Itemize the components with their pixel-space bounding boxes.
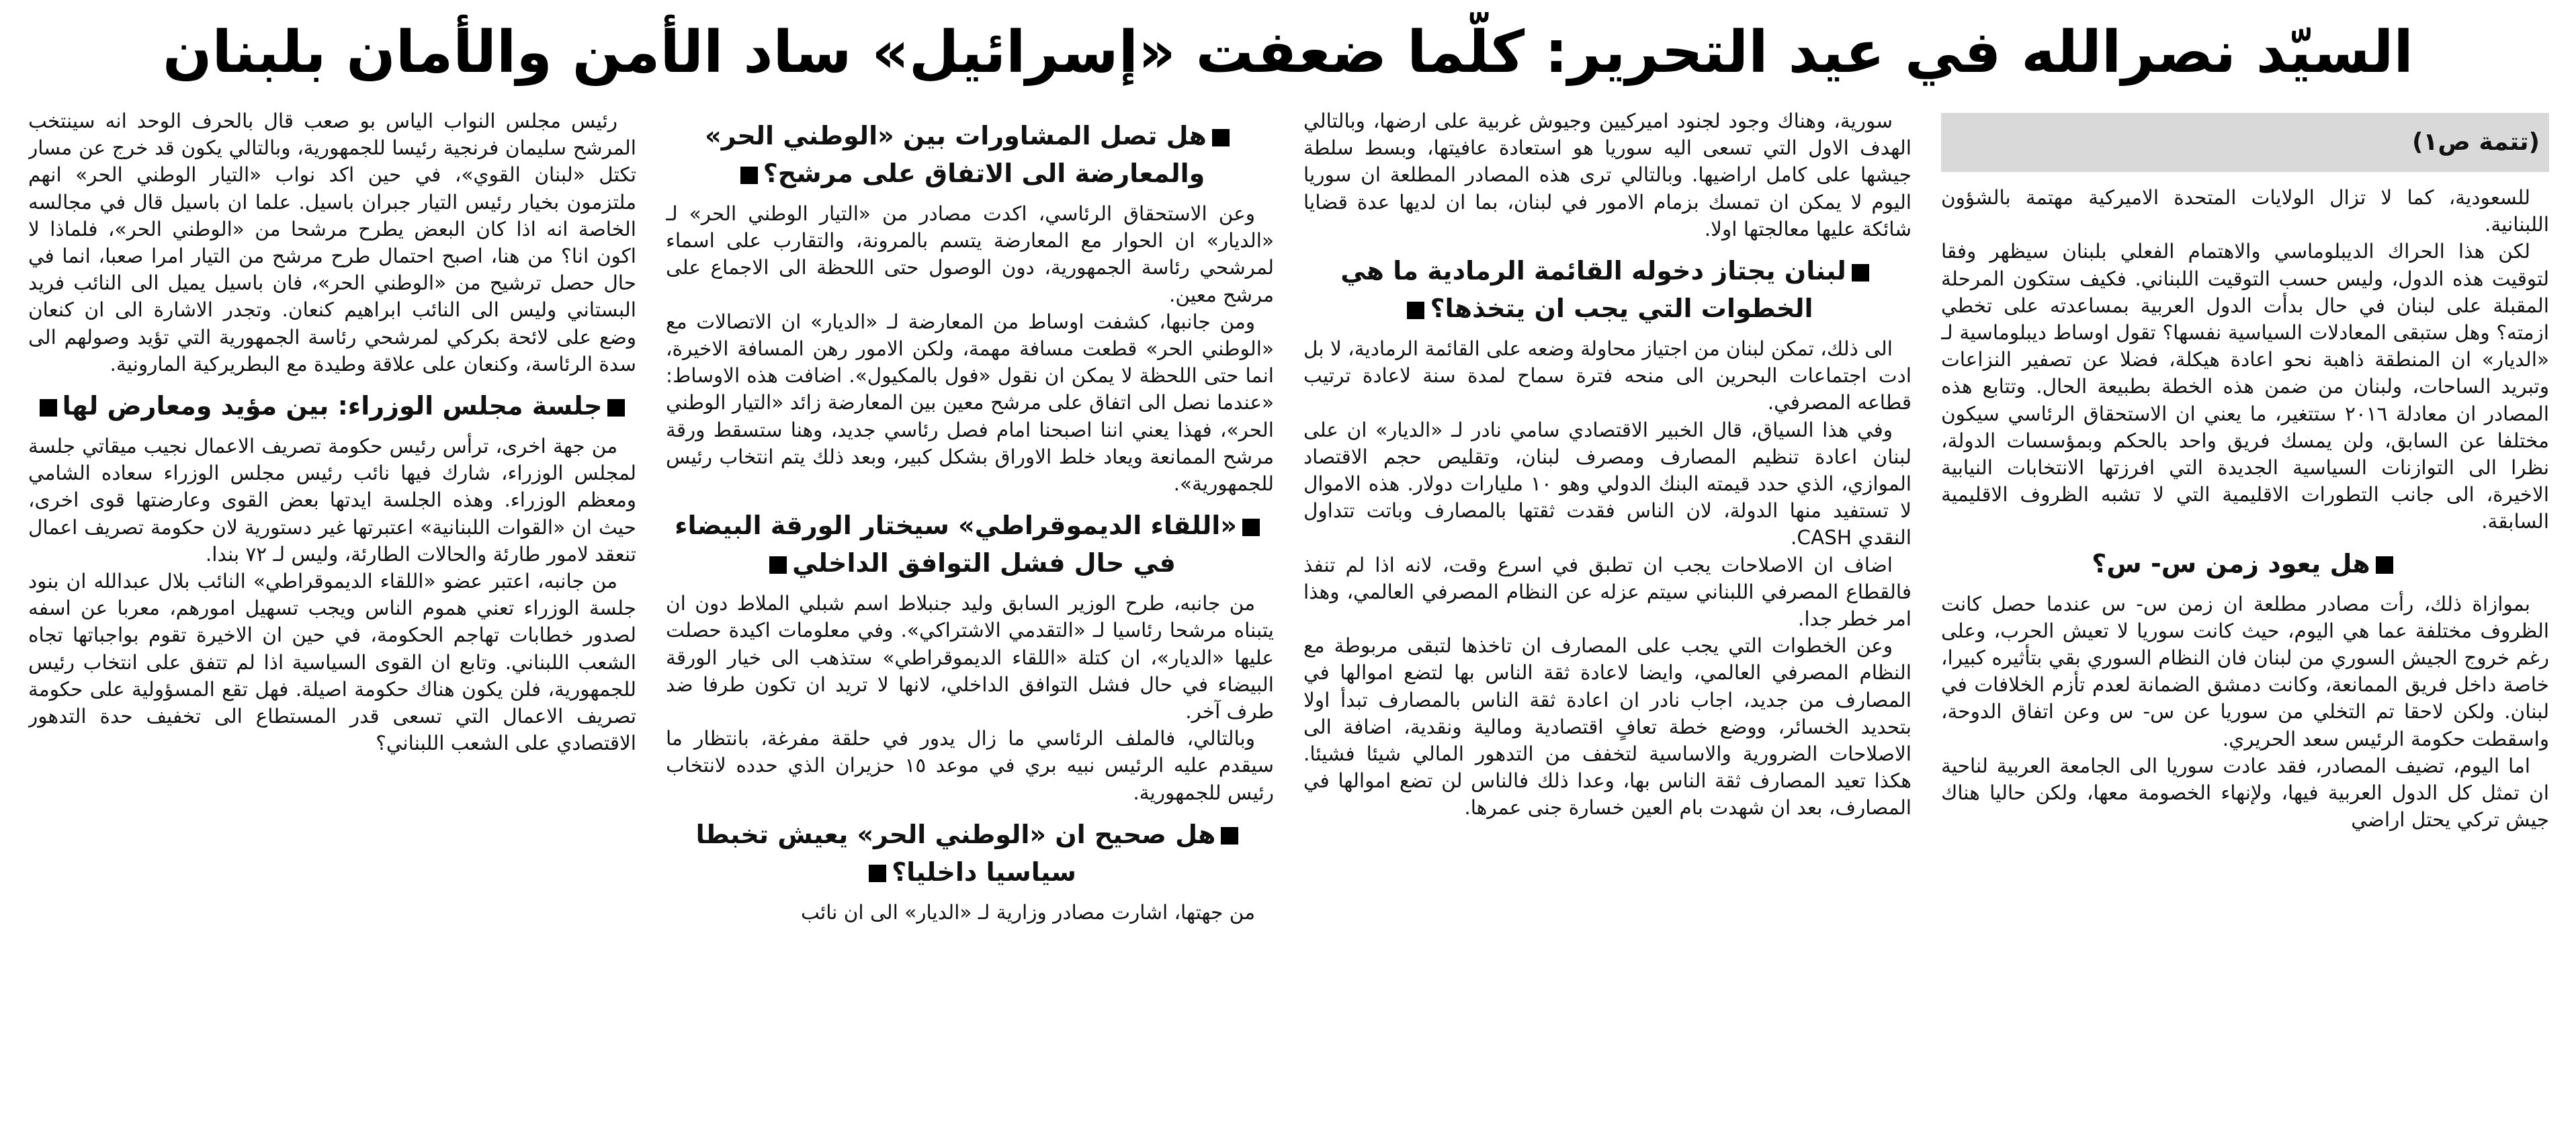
paragraph: وعن الخطوات التي يجب على المصارف ان تاخذها لتبقى مربوطة مع النظام المصرفي العالمي، وايضا لاعادة ثقة الناس بها لتضع اموالها في المصارف من جديد، اجاب نادر ان اعادة ثقة الناس بالمصارف تبدأ اولا بتحديد الخسائر، ووضع خطة تعافٍ اقتصادية ومالية ونقدية، اضافة الى الاصلاحات الضرورية والاساسية لتخفف من التدهور المالي شيئا فشيئا. هكذا تعيد المصارف ثقة الناس بها، وعدا ذلك فالناس لن تضع اموالها في المصارف، بعد ان شهدت بام العين خسارة جنى عمرها. [1303,634,1912,820]
paragraph: الى ذلك، تمكن لبنان من اجتياز محاولة وضعه على القائمة الرمادية، لا بل ادت اجتماعات البحرين الى منحه فترة سماح لمدة سنة لاعادة ترتيب قطاعه المصرفي. [1303,337,1912,415]
square-bullet-icon [1852,264,1869,282]
subheading-text: «اللقاء الديموقراطي» سيختار الورقة البيضاء في حال فشل التوافق الداخلي [675,511,1237,578]
square-bullet-icon [40,399,57,417]
subheading [28,387,636,425]
subheading-text: جلسة مجلس الوزراء: بين مؤيد ومعارض لها [62,391,603,421]
square-bullet-icon [1407,302,1424,319]
subheading-text: هل تصل المشاورات بين «الوطني الحر» والمعارضة الى الاتفاق على مرشح؟ [705,121,1207,188]
paragraph: وبالتالي، فالملف الرئاسي ما زال يدور في حلقة مفرغة، بانتظار ما سيقدم عليه الرئيس نبيه بري في موعد ١٥ حزيران الذي حدده لانتخاب رئيس للجمهورية. [666,727,1274,804]
square-bullet-icon [2376,556,2393,574]
page-headline: السيّد نصرالله في عيد التحرير: كلّما ضعفت «إسرائيل» ساد الأمن والأمان بلبنان [163,19,2413,86]
paragraph: من جانبه، طرح الوزير السابق وليد جنبلاط اسم شبلي الملاط دون ان يتبناه مرشحا رئاسيا لـ «التقدمي الاشتراكي». وفي معلومات اكيدة حصلت عليها «الديار»، ان كتلة «اللقاء الديموقراطي» ستذهب الى خيار الورقة البيضاء في حال فشل التوافق الداخلي، لانها لا تريد ان تكون طرفا ضد طرف آخر. [666,592,1274,724]
paragraph: من جهة اخرى، ترأس رئيس حكومة تصريف الاعمال نجيب ميقاتي جلسة لمجلس الوزراء، شارك فيها نائب رئيس مجلس الوزراء سعاده الشامي ومعظم الوزراء. وهذه الجلسة ايدتها بعض القوى وعارضتها قوى اخرى، حيث ان «القوات اللبنانية» اعتبرتها غير دستورية لان حكومة تصريف اعمال تنعقد لامور طارئة والحالات الطارئة، وليس لـ ٧٢ بندا. [28,435,636,566]
paragraph: من جهتها، اشارت مصادر وزارية لـ «الديار» الى ان نائب [801,900,1255,924]
subheading [1303,252,1912,327]
square-bullet-icon [1221,827,1238,845]
paragraph: سورية، وهناك وجود لجنود اميركيين وجيوش غربية على ارضها، وبالتالي الهدف الاول التي تسعى اليه سوريا هو استعادة عافيتها، وبسط سلطة جيشها على كامل اراضيها. وبالتالي ترى هذه المصادر المطلعة ان سوريا اليوم لا يمكن ان تمسك بزمام الامور في لبنان، بما ان لديها عدة قضايا شائكة عليها معالجتها اولا. [1303,110,1912,241]
continuation-label: (تتمة ص١) [2411,128,2540,156]
paragraph: لكن هذا الحراك الديبلوماسي والاهتمام الفعلي بلبنان سيظهر وفقا لتوقيت هذه الدول، وليس حسب التوقيت اللبناني. فكيف ستكون المرحلة المقبلة على لبنان في حال بدأت الدول العربية بمساعدته على تخطي ازمته؟ وهل ستبقى المعادلات السياسية نفسها؟ تقول اوساط ديبلوماسية لـ «الديار» ان المنطقة ذاهبة نحو اعادة هيكلة، فضلا عن تصفير النزاعات وتبريد الساحات، ولبنان من ضمن هذه الخطة بطبيعة الحال. وتتابع هذه المصادر ان معادلة ٢٠١٦ ستتغير، ما يعني ان الاستحقاق الرئاسي سيكون مختلفا عن السابق، ولن يمسك فريق واحد بالحكم وبمؤسسات الدولة، نظرا الى التوازنات السياسية الجديدة التي افرزتها الانتخابات النيابية الاخيرة، الى جانب التطورات الاقليمية التي لا تشبه الظروف الاقليمية السابقة. [1941,240,2549,533]
subheading-text: لبنان يجتاز دخوله القائمة الرمادية ما هي الخطوات التي يجب ان يتخذها؟ [1340,256,1846,324]
square-bullet-icon [607,399,625,417]
square-bullet-icon [869,865,886,882]
paragraph: من جانبه، اعتبر عضو «اللقاء الديموقراطي» النائب بلال عبدالله ان بنود جلسة الوزراء تعني هموم الناس ويجب تسهيل امورهم، معربا عن اسفه لصدور خطابات تهاجم الحكومة، في حين ان الاخيرة تقوم بواجباتها تجاه الشعب اللبناني. وتابع ان القوى السياسية اذا لم تتفق على انتخاب رئيس للجمهورية، فلن يكون هناك حكومة اصيلة. فهل تقع المسؤولية على حكومة تصريف الاعمال التي تسعى قدر المستطاع الى تخفيف حدة التدهور الاقتصادي على الشعب اللبناني؟ [28,570,636,755]
paragraph: ومن جانبها، كشفت اوساط من المعارضة لـ «الديار» ان الاتصالات مع «الوطني الحر» قطعت مسافة مهمة، ولكن الامور رهن المسافة الاخيرة، انما حتى اللحظة لا يمكن ان نقول «فول بالمكيول». اضافت هذه الاوساط: «عندما نصل الى اتفاق على مرشح معين بين المعارضة زائد «التيار الوطني الحر»، فهذا يعني اننا اصبحنا امام فصل رئاسي جديد، وهنا ستسقط ورقة مرشح الممانعة ويعاد خلط الاوراق بشكل كبير، وبعد ذلك يتم انتخاب رئيس للجمهورية». [666,310,1274,496]
article-columns [20,107,2549,1119]
column-4 [28,107,636,1119]
column-2 [1303,107,1912,1119]
paragraph: اضاف ان الاصلاحات يجب ان تطبق في اسرع وقت، لانه اذا لم تنفذ فالقطاع المصرفي اللبناني سيتم عزله عن النظام المصرفي العالمي، وهذا امر خطر جدا. [1303,553,1912,631]
paragraph: للسعودية، كما لا تزال الولايات المتحدة الاميركية مهتمة بالشؤون اللبنانية. [1941,186,2549,236]
paragraph: بموازاة ذلك، رأت مصادر مطلعة ان زمن س- س عندما حصل كانت الظروف مختلفة عما هي اليوم، حيث كانت سوريا لا تعيش الحرب، وعلى رغم خروج الجيش السوري من لبنان فان النظام السوري بقي بتأثيره كبيرا، خاصة داخل فريق الممانعة، وكانت دمشق الضمانة لعدم تأزم الخلافات في لبنان. ولكن لاحقا تم التخلي من سوريا عن س- س وعن اتفاق الدوحة، واسقطت حكومة الرئيس سعد الحريري. [1941,592,2549,750]
paragraph: رئيس مجلس النواب الياس بو صعب قال بالحرف الوحد انه سينتخب المرشح سليمان فرنجية رئيسا للجمهورية، وبالتالي يكون قد خرج عن مسار تكتل «لبنان القوي»، في حين اكد نواب «التيار الوطني الحر» انهم ملتزمون بخيار رئيس التيار جبران باسيل. علما ان باسيل قال في مجالسه الخاصة انه اذا كان البعض يطرح مرشحا من «الوطني الحر»، فلماذا لا اكون انا؟ من هنا، اصبح احتمال طرح مرشح من التيار امرا صعبا، انما في حال حصل ترشيح من «الوطني الحر»، فان باسيل يميل الى النائب فريد البستاني وليس الى النائب ابراهيم كنعان. وتجدر الاشارة الى ان كنعان وضع على لائحة بكركي لمرشحي رئاسة الجمهورية التي تؤيد وصولهم الى سدة الرئاسة، وكنعان على علاقة وطيدة مع البطريركية المارونية. [28,110,636,376]
paragraph: وعن الاستحقاق الرئاسي، اكدت مصادر من «التيار الوطني الحر» لـ «الديار» ان الحوار مع المعارضة يتسم بالمرونة، والتقارب على اسماء لمرشحي رئاسة الجمهورية، دون الوصول حتى اللحظة الى الاجماع على مرشح معين. [666,202,1274,306]
subheading-text: هل صحيح ان «الوطني الحر» يعيش تخبطا سياسيا داخليا؟ [695,819,1216,887]
subheading [666,507,1274,582]
column-3 [666,107,1274,1119]
square-bullet-icon [1212,129,1230,146]
square-bullet-icon [740,167,758,184]
subheading [1941,545,2549,582]
square-bullet-icon [769,556,787,574]
square-bullet-icon [1242,519,1260,536]
column-1 [1941,107,2549,1119]
paragraph: وفي هذا السياق، قال الخبير الاقتصادي سامي نادر لـ «الديار» ان على لبنان اعادة تنظيم المصارف ومصرف لبنان، وتقليص حجم الاقتصاد الموازي، الذي حدد قيمته البنك الدولي وهو ١٠ مليارات دولار. هذه الاموال لا تستفيد منها الدولة، لان الناس فقدت ثقتها بالمصارف وباتت تتداول النقدي CASH. [1303,418,1912,550]
subheading-text: هل يعود زمن س- س؟ [2092,548,2370,578]
subheading [666,816,1274,891]
continuation-box [1941,113,2549,172]
subheading [666,117,1274,192]
paragraph: اما اليوم، تضيف المصادر، فقد عادت سوريا الى الجامعة العربية لناحية ان تمثل كل الدول العربية فيها، ولإنهاء الخصومة معها، ولكن حاليا هناك جيش تركي يحتل اراضي [1941,754,2549,832]
